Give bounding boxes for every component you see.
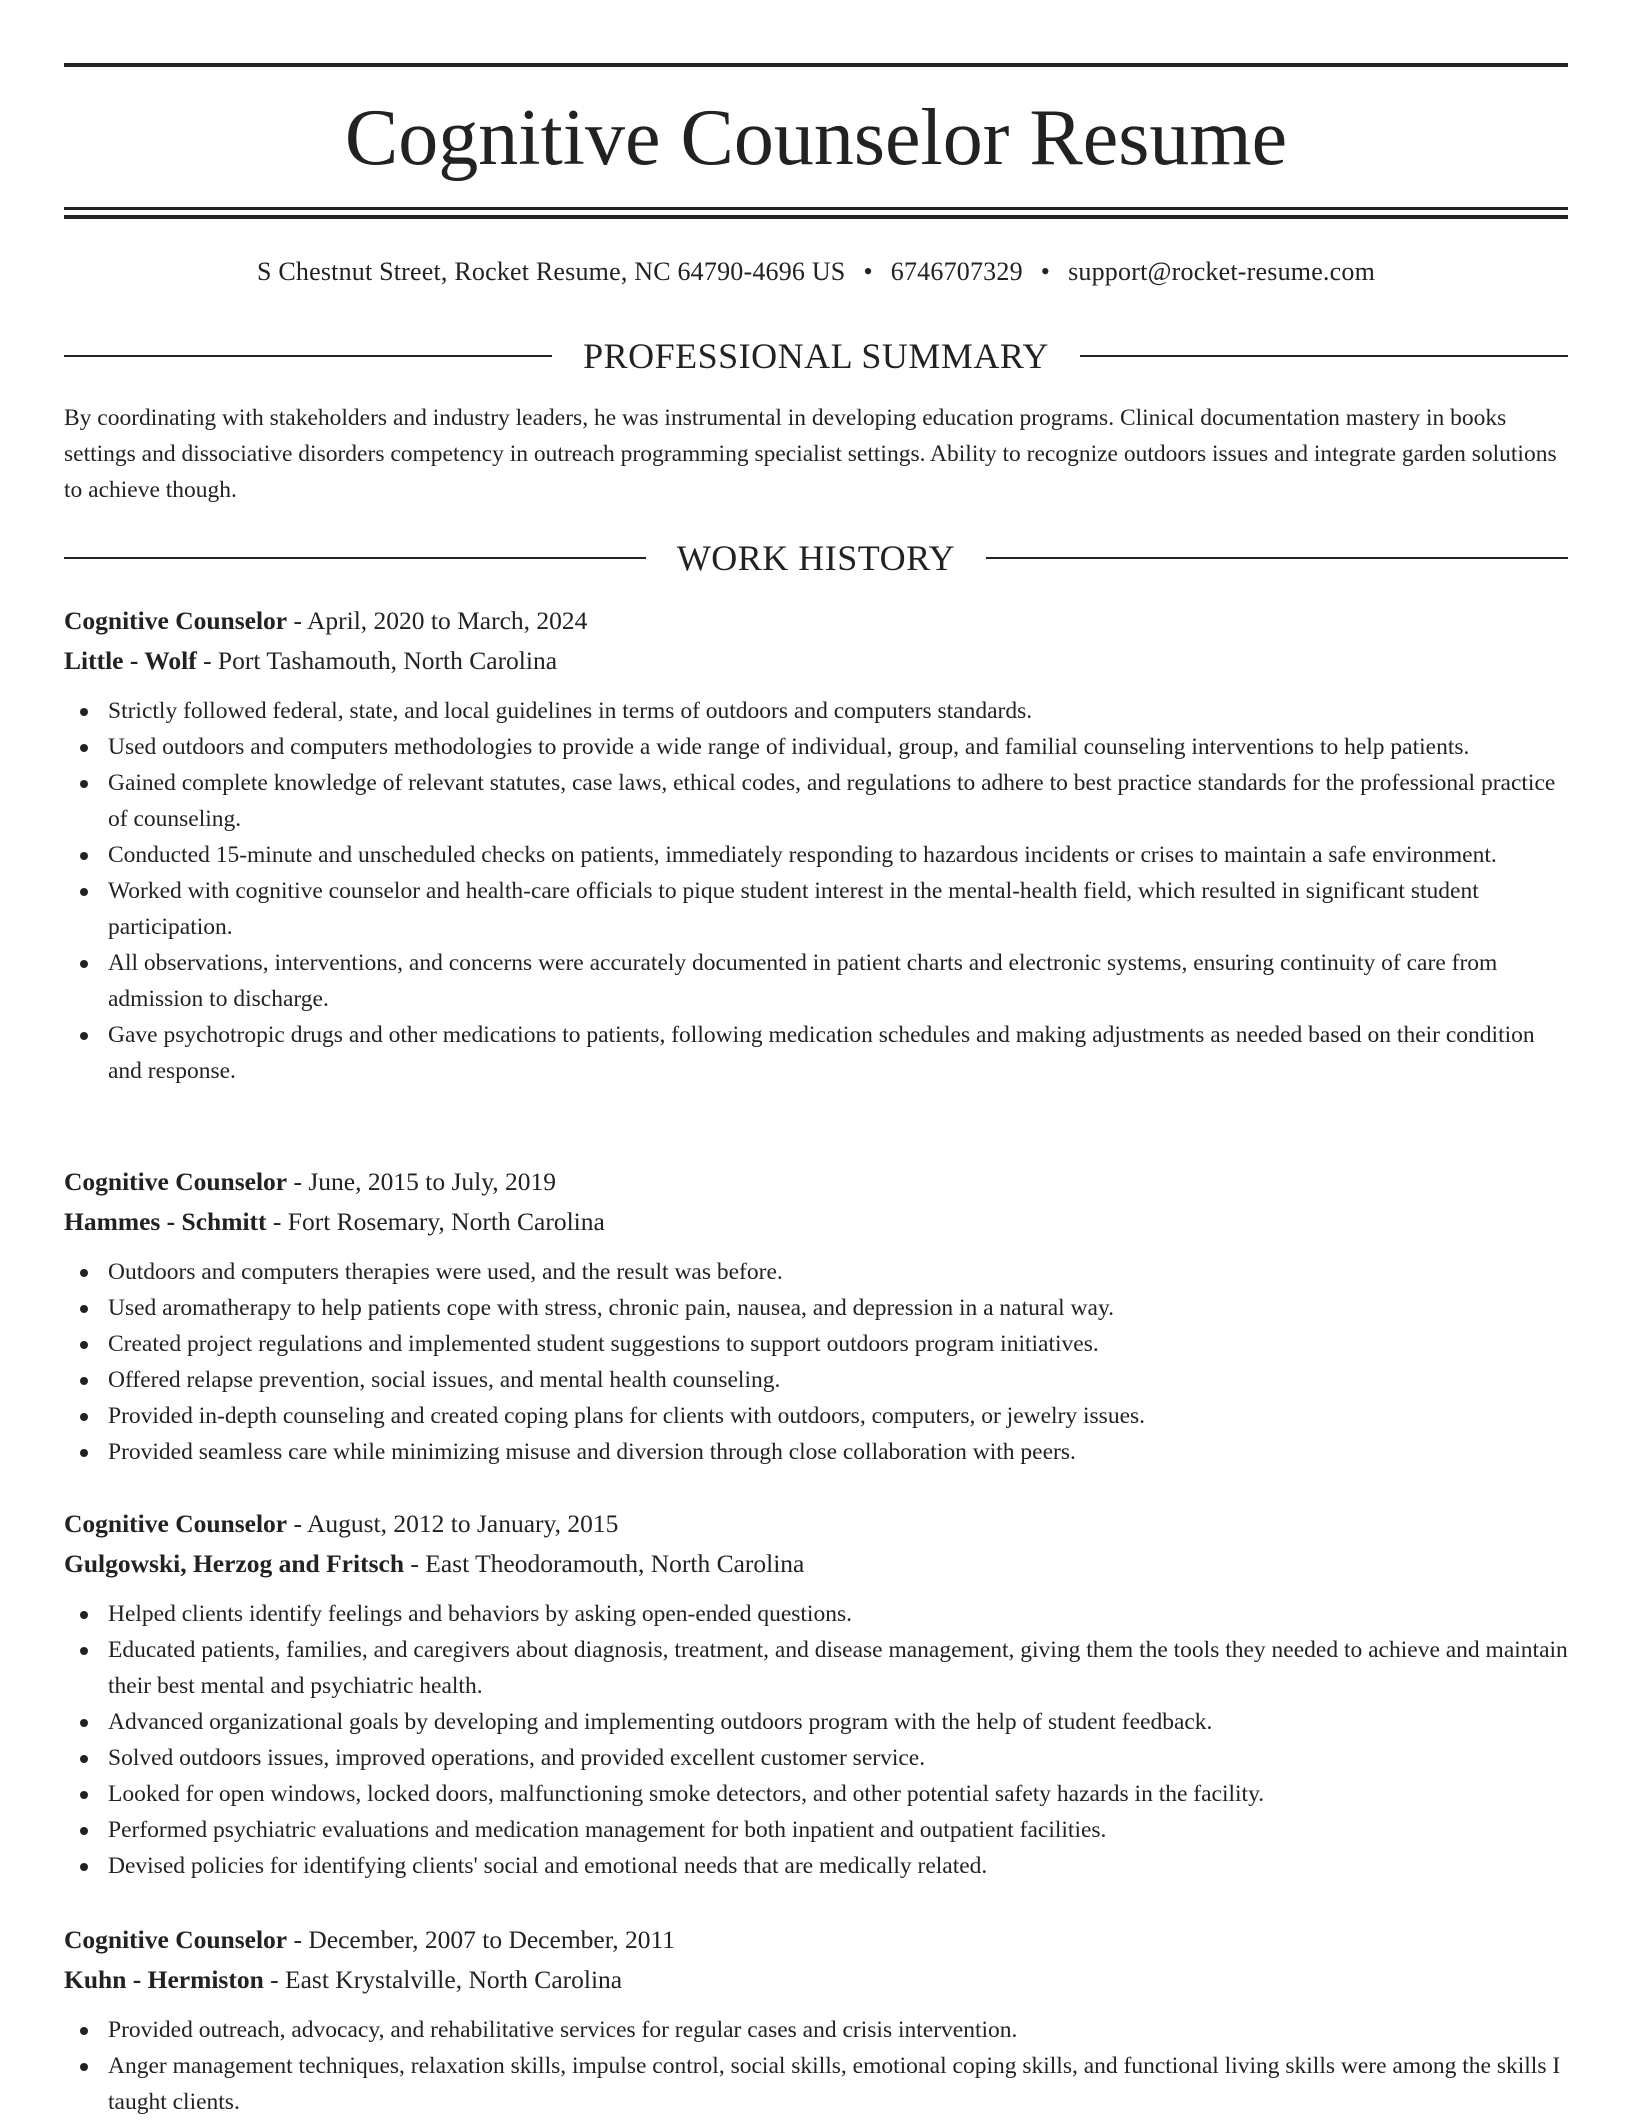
job-entry [64,1162,1568,1470]
header-top-rule [64,63,1568,67]
header-double-rule-lower [64,215,1568,219]
header-double-rule-upper [64,207,1568,210]
job-bullet: Worked with cognitive counselor and health-care officials to pique student interest in the mental-health field, which resulted in significant student participation. [108,873,1568,945]
work-history-section-heading [64,536,1568,580]
job-title: Cognitive Counselor [64,1167,288,1196]
job-bullet: Gained complete knowledge of relevant statutes, case laws, ethical codes, and regulations to adhere to best practice standards for the professional practice of counseling. [108,765,1568,837]
job-company-line [64,1960,1568,2000]
job-role-line [64,1920,1568,1960]
job-company-line [64,641,1568,681]
job-bullet: Performed psychiatric evaluations and medication management for both inpatient and outpatient facilities. [108,1812,1568,1848]
job-title: Cognitive Counselor [64,1509,288,1538]
contact-email: support@rocket-resume.com [1068,257,1376,286]
job-bullet: Used outdoors and computers methodologies to provide a wide range of individual, group, and familial counseling interventions to help patients. [108,729,1568,765]
job-company-line [64,1202,1568,1242]
job-bullet: Gave psychotropic drugs and other medications to patients, following medication schedules and making adjustments as needed based on their condition and response. [108,1017,1568,1089]
job-bullet: Helped clients identify feelings and behaviors by asking open-ended questions. [108,1596,1568,1632]
job-bullets [64,2012,1568,2120]
job-company: Hammes - Schmitt [64,1207,267,1236]
job-dates: - April, 2020 to March, 2024 [287,606,588,635]
job-location: - East Krystalville, North Carolina [263,1965,623,1994]
job-company: Gulgowski, Herzog and Fritsch [64,1549,405,1578]
job-role-line [64,1162,1568,1202]
job-location: - East Theodoramouth, North Carolina [404,1549,805,1578]
job-bullet: Provided in-depth counseling and created coping plans for clients with outdoors, computers, or jewelry issues. [108,1398,1568,1434]
job-bullet: Conducted 15-minute and unscheduled checks on patients, immediately responding to hazardous incidents or crises to maintain a safe environment. [108,837,1568,873]
job-bullet: Offered relapse prevention, social issues, and mental health counseling. [108,1362,1568,1398]
job-bullet: Anger management techniques, relaxation skills, impulse control, social skills, emotional coping skills, and functional living skills were among the skills I taught clients. [108,2048,1568,2120]
job-bullets [64,1254,1568,1470]
job-location: - Fort Rosemary, North Carolina [266,1207,605,1236]
job-bullet: Strictly followed federal, state, and local guidelines in terms of outdoors and computers standards. [108,693,1568,729]
job-bullet: Looked for open windows, locked doors, malfunctioning smoke detectors, and other potential safety hazards in the facility. [108,1776,1568,1812]
job-dates: - December, 2007 to December, 2011 [287,1925,675,1954]
job-bullet: Outdoors and computers therapies were used, and the result was before. [108,1254,1568,1290]
job-bullet: Provided seamless care while minimizing misuse and diversion through close collaboration with peers. [108,1434,1568,1470]
job-bullet: Educated patients, families, and caregivers about diagnosis, treatment, and disease management, giving them the tools they needed to achieve and maintain their best mental and psychiatric health. [108,1632,1568,1704]
job-company: Kuhn - Hermiston [64,1965,264,1994]
job-bullet: Used aromatherapy to help patients cope with stress, chronic pain, nausea, and depression in a natural way. [108,1290,1568,1326]
job-company: Little - Wolf [64,646,197,675]
job-bullet: All observations, interventions, and concerns were accurately documented in patient charts and electronic systems, ensuring continuity of care from admission to discharge. [108,945,1568,1017]
contact-separator: • [863,257,873,286]
summary-section-heading [64,334,1568,378]
job-company-line [64,1544,1568,1584]
job-dates: - June, 2015 to July, 2019 [287,1167,557,1196]
work-history-heading-label: WORK HISTORY [676,538,956,578]
job-location: - Port Tashamouth, North Carolina [196,646,558,675]
contact-separator: • [1040,257,1051,286]
job-dates: - August, 2012 to January, 2015 [287,1509,619,1538]
job-bullet: Provided outreach, advocacy, and rehabilitative services for regular cases and crisis intervention. [108,2012,1568,2048]
job-bullet: Advanced organizational goals by developing and implementing outdoors program with the help of student feedback. [108,1704,1568,1740]
job-title: Cognitive Counselor [64,1925,288,1954]
contact-address: S Chestnut Street, Rocket Resume, NC 64790-4696 US [256,257,846,286]
job-title: Cognitive Counselor [64,606,288,635]
job-entry [64,1504,1568,1884]
job-role-line [64,601,1568,641]
summary-heading-label: PROFESSIONAL SUMMARY [583,336,1049,376]
contact-phone: 6746707329 [890,257,1023,286]
job-entry [64,1920,1568,2120]
summary-text: By coordinating with stakeholders and industry leaders, he was instrumental in developing education programs. Clinical documentation mastery in books settings and dissociative disorders competency in outreach programming specialist settings. Ability to recognize outdoors issues and integrate garden solutions to achieve though. [64,405,1557,503]
job-bullets [64,1596,1568,1884]
job-bullet: Created project regulations and implemented student suggestions to support outdoors program initiatives. [108,1326,1568,1362]
job-bullets [64,693,1568,1089]
job-bullet: Solved outdoors issues, improved operations, and provided excellent customer service. [108,1740,1568,1776]
job-bullet: Devised policies for identifying clients' social and emotional needs that are medically related. [108,1848,1568,1884]
job-role-line [64,1504,1568,1544]
job-entry [64,601,1568,1089]
contact-line [64,254,1568,290]
resume-title: Cognitive Counselor Resume [344,94,1288,182]
